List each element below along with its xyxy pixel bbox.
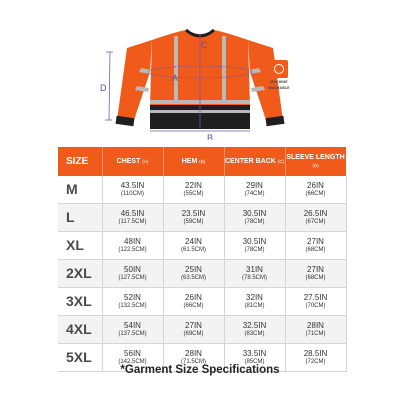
- size-cell: 5XL: [58, 344, 102, 372]
- cm-value: (70CM): [305, 302, 326, 309]
- measurement-cell: [102, 288, 163, 316]
- inch-value: 27IN: [307, 264, 324, 274]
- table-header-row: [58, 147, 346, 176]
- measurement-cell: [102, 204, 163, 232]
- cm-value: (117.5CM): [118, 218, 147, 225]
- dim-label-a: A: [172, 73, 179, 83]
- size-cell: L: [58, 204, 102, 232]
- table-row: [58, 288, 346, 316]
- sleeve-guide: [109, 52, 110, 120]
- cm-value: (142.5CM): [118, 358, 147, 365]
- cm-value: (71.5CM): [180, 358, 206, 365]
- left-sleeve: [117, 40, 152, 123]
- header-cell: [163, 147, 224, 176]
- inch-value: 52IN: [124, 292, 141, 302]
- size-cell: 4XL: [58, 316, 102, 344]
- inch-value: 30.5IN: [242, 208, 267, 218]
- cm-value: (66CM): [305, 190, 326, 197]
- inch-value: 26IN: [185, 292, 202, 302]
- cm-value: (78CM): [244, 246, 265, 253]
- table-row: [58, 260, 346, 288]
- garment-spec-note: *Garment Size Specifications: [120, 364, 280, 376]
- measurement-cell: [163, 316, 224, 344]
- badge-line1: MACHINE: [270, 80, 288, 84]
- cm-value: (69CM): [183, 330, 204, 337]
- measurement-cell: [285, 176, 346, 204]
- measurement-cell: [102, 316, 163, 344]
- header-label: CHEST: [116, 157, 141, 165]
- inch-value: 23.5IN: [181, 208, 206, 218]
- cm-value: (85CM): [244, 358, 265, 365]
- cm-value: (110CM): [121, 190, 144, 197]
- dim-label-c: C: [201, 40, 208, 50]
- table-body: [58, 176, 346, 372]
- header-sub-label: (B): [199, 158, 206, 164]
- dim-label-b: B: [207, 133, 214, 140]
- inch-value: 28.5IN: [303, 348, 328, 358]
- measurement-cell: [102, 176, 163, 204]
- measurement-cell: [163, 204, 224, 232]
- inch-value: 31IN: [246, 264, 263, 274]
- inch-value: 28IN: [307, 320, 324, 330]
- size-cell: M: [58, 176, 102, 204]
- header-cell: [285, 147, 346, 176]
- measurement-cell: [285, 288, 346, 316]
- header-sub-label: (C): [277, 158, 285, 164]
- cm-value: (63.5CM): [180, 274, 206, 281]
- inch-value: 27IN: [185, 320, 202, 330]
- measurement-cell: [163, 232, 224, 260]
- header-cell: [224, 147, 285, 176]
- inch-value: 27IN: [307, 236, 324, 246]
- cm-value: (81CM): [244, 302, 265, 309]
- inch-value: 48IN: [124, 236, 141, 246]
- cm-value: (132.5CM): [118, 302, 147, 309]
- cm-value: (61.5CM): [180, 246, 206, 253]
- cm-value: (127.5CM): [118, 274, 147, 281]
- header-label: SIZE: [66, 155, 89, 167]
- header-cell: [102, 147, 163, 176]
- cm-value: (74CM): [244, 190, 265, 197]
- cm-value: (55CM): [183, 190, 204, 197]
- measurement-cell: [163, 288, 224, 316]
- cm-value: (68CM): [305, 274, 326, 281]
- cm-value: (78CM): [244, 218, 265, 225]
- inch-value: 28IN: [185, 348, 202, 358]
- size-cell: XL: [58, 232, 102, 260]
- measurement-cell: [163, 260, 224, 288]
- table-row: [58, 204, 346, 232]
- measurement-cell: [224, 204, 285, 232]
- cm-value: (72CM): [305, 358, 326, 365]
- dim-label-d: D: [100, 83, 107, 93]
- table-row: [58, 176, 346, 204]
- measurement-cell: [224, 316, 285, 344]
- inch-value: 33.5IN: [242, 348, 267, 358]
- cm-value: (122.5CM): [118, 246, 147, 253]
- cm-value: (67CM): [305, 218, 326, 225]
- header-label: HEM: [181, 157, 198, 165]
- size-cell: 2XL: [58, 260, 102, 288]
- measurement-cell: [285, 260, 346, 288]
- cm-value: (66CM): [183, 302, 204, 309]
- cm-value: (71CM): [305, 330, 326, 337]
- header-label: CENTER BACK: [224, 157, 276, 165]
- inch-value: 24IN: [185, 236, 202, 246]
- cm-value: (78.5CM): [241, 274, 267, 281]
- inch-value: 50IN: [124, 264, 141, 274]
- header-label: SLEEVE LENGTH: [286, 153, 345, 161]
- inch-value: 30.5IN: [242, 236, 267, 246]
- badge-line2: WASHABLE: [268, 86, 290, 91]
- measurement-cell: [285, 204, 346, 232]
- header-cell: [58, 147, 102, 176]
- inch-value: 25IN: [185, 264, 202, 274]
- measurement-cell: [285, 232, 346, 260]
- measurement-cell: [102, 260, 163, 288]
- inch-value: 32.5IN: [242, 320, 267, 330]
- inch-value: 27.5IN: [303, 292, 328, 302]
- garment-illustration: [0, 0, 400, 140]
- cm-value: (59CM): [183, 218, 204, 225]
- inch-value: 32IN: [246, 292, 263, 302]
- inch-value: 22IN: [185, 180, 202, 190]
- measurement-cell: [224, 288, 285, 316]
- cm-value: (68CM): [305, 246, 326, 253]
- inch-value: 43.5IN: [120, 180, 145, 190]
- cm-value: (137.5CM): [118, 330, 147, 337]
- measurement-cell: [102, 232, 163, 260]
- size-cell: 3XL: [58, 288, 102, 316]
- machine-washable-badge: [262, 60, 296, 91]
- measurement-cell: [224, 260, 285, 288]
- table-row: [58, 232, 346, 260]
- cm-value: (83CM): [244, 330, 265, 337]
- header-sub-label: (D): [312, 162, 319, 168]
- measurement-cell: [224, 232, 285, 260]
- inch-value: 26.5IN: [303, 208, 328, 218]
- measurement-cell: [163, 176, 224, 204]
- inch-value: 56IN: [124, 348, 141, 358]
- inch-value: 46.5IN: [120, 208, 145, 218]
- header-sub-label: (A): [142, 158, 149, 164]
- measurement-cell: [285, 316, 346, 344]
- size-chart-table: [58, 147, 347, 372]
- measurement-cell: [224, 176, 285, 204]
- table-row: [58, 316, 346, 344]
- washing-machine-icon: [270, 60, 288, 78]
- inch-value: 29IN: [246, 180, 263, 190]
- inch-value: 26IN: [307, 180, 324, 190]
- inch-value: 54IN: [124, 320, 141, 330]
